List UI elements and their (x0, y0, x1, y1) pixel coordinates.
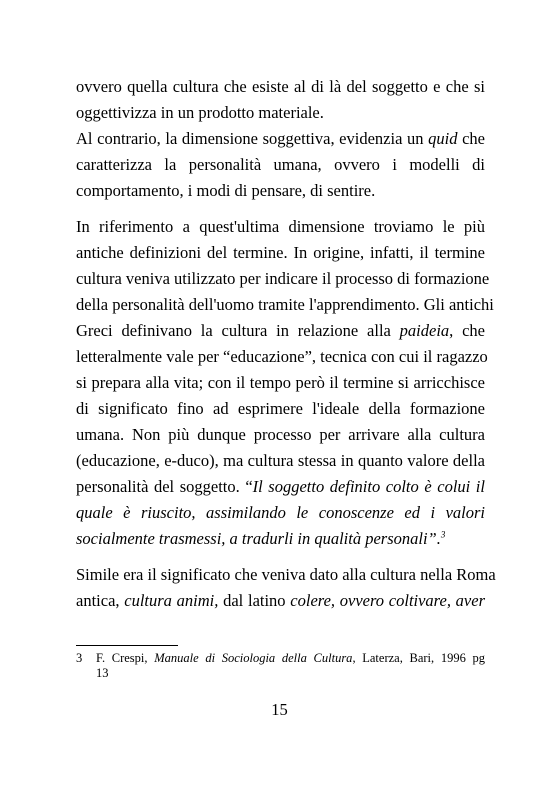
text-line: comportamento, i modi di pensare, di sentire. (76, 181, 376, 200)
text-line: quale è riuscito, assimilando le conoscenze ed i valori (76, 503, 485, 522)
text-line: ovvero quella cultura che esiste al di là del soggetto e che si (76, 77, 485, 96)
text-line: si prepara alla vita; con il tempo però il termine si arricchisce (76, 373, 485, 392)
text-line: (educazione, e-duco), ma cultura stessa in quanto valore della (76, 451, 485, 470)
footnote-separator (76, 645, 178, 646)
text-line: Al contrario, la dimensione soggettiva, evidenzia un quid che (76, 129, 485, 148)
text-line: antica, cultura animi, dal latino colere, ovvero coltivare, aver (76, 591, 485, 610)
footnote-reference: 3 (440, 529, 446, 540)
text-line: letteralmente vale per “educazione”, tecnica con cui il ragazzo (76, 347, 488, 366)
text-line: In riferimento a quest'ultima dimensione troviamo le più (76, 217, 485, 236)
text-line: oggettivizza in un prodotto materiale. (76, 103, 324, 122)
text-line: Simile era il significato che veniva dato alla cultura nella Roma (76, 565, 496, 584)
text-line: Greci definivano la cultura in relazione alla paideia, che (76, 321, 485, 340)
text-line: cultura veniva utilizzato per indicare il processo di formazione (76, 269, 490, 288)
footnote-number: 3 (76, 651, 83, 665)
text-line: umana. Non più dunque processo per arrivare alla cultura (76, 425, 485, 444)
page-number: 15 (271, 700, 288, 719)
text-line: antiche definizioni del termine. In origine, infatti, il termine (76, 243, 485, 262)
text-line: personalità del soggetto. “Il soggetto definito colto è colui il (76, 477, 485, 496)
footnote-text: 13 (96, 666, 109, 680)
text-line: socialmente trasmessi, a tradurli in qualità personali”.$^3$ (76, 529, 446, 548)
text-line: caratterizza la personalità umana, ovvero i modelli di (76, 155, 485, 174)
text-line: della personalità dell'uomo tramite l'apprendimento. Gli antichi (76, 295, 494, 314)
footnote-text: F. Crespi, Manuale di Sociologia della Cultura, Laterza, Bari, 1996 pg (96, 651, 486, 665)
text-line: di significato fino ad esprimere l'ideale della formazione (76, 399, 485, 418)
